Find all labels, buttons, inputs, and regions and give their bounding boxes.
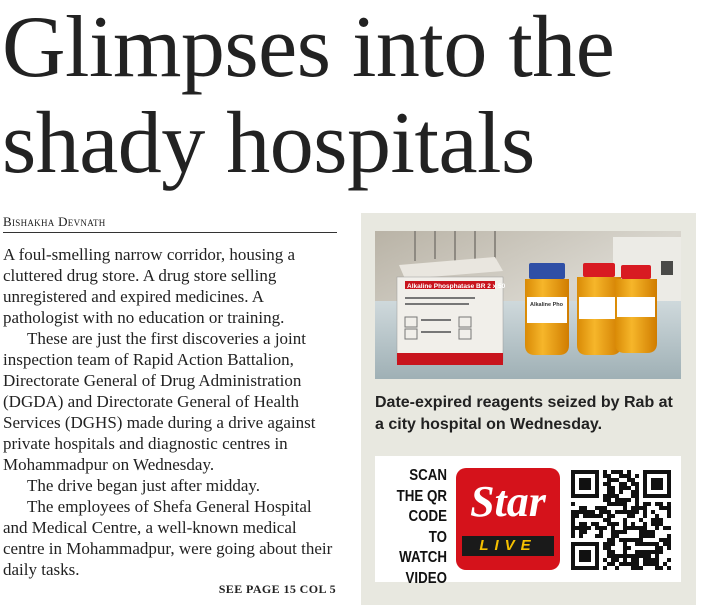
qr-code[interactable] xyxy=(571,468,671,572)
box-label-text: Alkaline Phosphatase BR 2 x 50 xyxy=(407,283,506,290)
star-logo-word: Star xyxy=(470,477,546,526)
photo-caption: Date-expired reagents seized by Rab at a city hospital on Wednesday. xyxy=(375,394,673,433)
headline xyxy=(2,0,702,192)
headline-line-2: shady hospitals xyxy=(2,95,535,192)
article-body xyxy=(3,244,337,580)
vial-label-text: Alkaline Pho xyxy=(530,302,564,308)
article-paragraph: A foul-smelling narrow corridor, housing a cluttered drug store. A drug store selling unregistered and expired medicines. A pathologist with no education or training. xyxy=(3,245,296,327)
scan-line: SCAN xyxy=(409,467,447,484)
scan-line: WATCH xyxy=(399,549,447,566)
star-live-logo xyxy=(456,468,560,570)
scan-line: CODE TO xyxy=(408,508,447,546)
scan-line: THE QR xyxy=(396,487,447,505)
continued-jump-line: SEE PAGE 15 COL 5 xyxy=(218,582,336,596)
byline: Bishakha Devnath xyxy=(3,214,337,233)
scan-qr-instruction xyxy=(389,466,447,589)
article-paragraph: The employees of Shefa General Hospital and Medical Centre, a well-known medical centre in Mohammadpur, were going about their daily tasks. xyxy=(3,497,333,579)
scan-line: VIDEO xyxy=(405,569,447,587)
news-photo xyxy=(375,231,681,379)
article-paragraph: The drive began just after midday. xyxy=(27,476,261,495)
qr-code-icon xyxy=(571,468,671,572)
live-bar xyxy=(462,536,554,556)
reagents-photo-image xyxy=(375,231,681,379)
headline-line-1: Glimpses into the xyxy=(2,0,615,96)
article-paragraph: These are just the first discoveries a joint inspection team of Rapid Action Battalion, Directorate General of Drug Administration (DGDA) and Directorate General of Health Services (DGHS) made during a drive against private hospitals and diagnostic centres in Mohammadpur on Wednesday. xyxy=(3,329,316,474)
live-logo-text: LIVE xyxy=(479,537,537,554)
